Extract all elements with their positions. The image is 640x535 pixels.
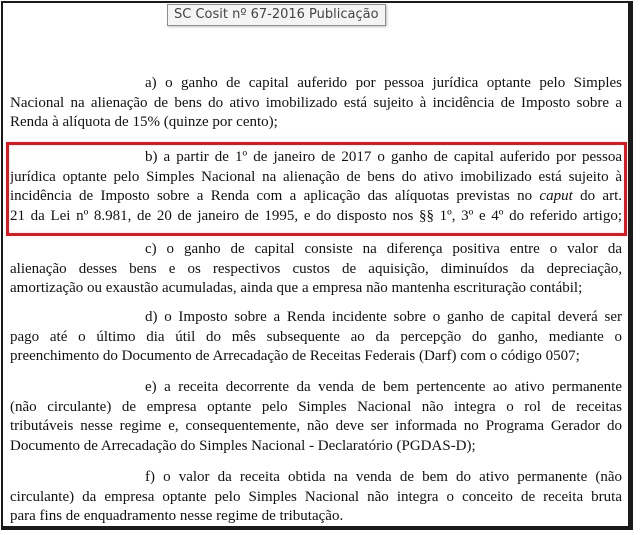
paragraph-line: circulante) da empresa optante pelo Simples Nacional não integra o conceito de receita bruta [10, 488, 622, 505]
paragraph-line: amortização ou exaustão acumuladas, ainda que a empresa não mantenha escrituração contábil; [10, 280, 583, 296]
paragraph-line: jurídica optante pelo Simples Nacional na alienação de bens do ativo imobilizado está sujeito à [10, 168, 622, 185]
paragraph-line: 21 da Lei nº 8.981, de 20 de janeiro de 1995, e do disposto nos §§ 1º, 3º e 4º do referido artigo; [10, 207, 622, 224]
paragraph-line: alienação desses bens e os respectivos custos de aquisição, diminuídos da depreciação, [10, 260, 622, 277]
paragraph-line: Nacional na alienação de bens do ativo imobilizado está sujeito à incidência de Imposto sobre a [10, 94, 622, 111]
paragraph-line: tributáveis nesse regime e, consequentemente, não deve ser informada no Programa Gerador do [10, 418, 622, 434]
paragraph-line: f) o valor da receita obtida na venda de bem do ativo permanente (não [145, 469, 622, 485]
paragraph-line: para fins de enquadramento nesse regime de tributação. [10, 508, 344, 524]
paragraph-f [10, 468, 622, 527]
paragraph-d [10, 308, 622, 367]
paragraph-line: incidência de Imposto sobre a Renda com a aplicação das alíquotas previstas no caput do art. [10, 188, 622, 204]
paragraph-line: b) a partir de 1º de janeiro de 2017 o ganho de capital auferido por pessoa [145, 149, 622, 165]
paragraph-line: c) o ganho de capital consiste na diferença positiva entre o valor da [145, 241, 622, 257]
caput-term: caput [539, 188, 573, 204]
paragraph-e [10, 378, 622, 456]
paragraph-line: Documento de Arrecadação do Simples Nacional - Declaratório (PGDAS-D); [10, 437, 476, 454]
paragraph-line: pago até o último dia útil do mês subsequente ao da percepção do ganho, mediante o [10, 328, 622, 345]
paragraph-line: d) o Imposto sobre a Renda incidente sobre o ganho de capital deverá ser [145, 309, 622, 325]
paragraph-line: e) a receita decorrente da venda de bem pertencente ao ativo permanente [145, 379, 622, 395]
paragraph-b [10, 148, 622, 226]
paragraph-line: Renda à alíquota de 15% (quinze por cento); [10, 114, 278, 130]
paragraph-line: preenchimento do Documento de Arrecadação de Receitas Federais (Darf) com o código 0507; [10, 348, 580, 364]
paragraph-a [10, 74, 622, 133]
paragraph-line: a) o ganho de capital auferido por pessoa jurídica optante pelo Simples [145, 75, 622, 91]
paragraph-line: (não circulante) de empresa optante pelo Simples Nacional não integra o rol de receitas [10, 398, 622, 415]
paragraph-c [10, 240, 622, 299]
document-title-tooltip: SC Cosit nº 67-2016 Publicação [167, 4, 386, 26]
